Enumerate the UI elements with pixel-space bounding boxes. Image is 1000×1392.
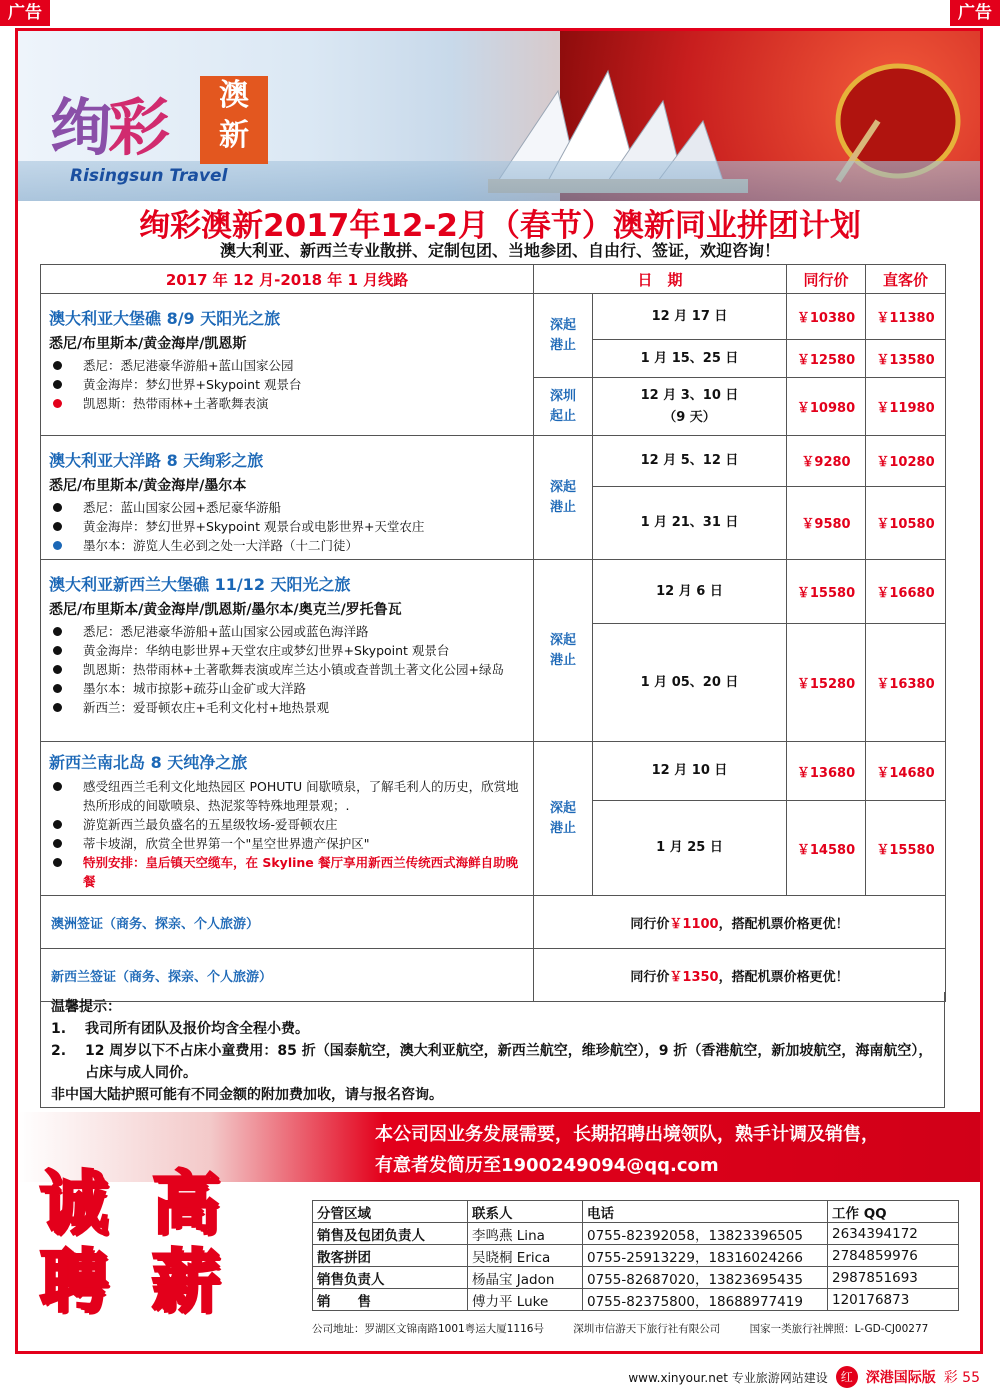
- bullet-icon: [53, 782, 62, 791]
- list-item: 墨尔本：游览人生必到之处一大洋路（十二门徒）: [49, 536, 525, 555]
- departure-label: 深圳起止: [534, 378, 593, 436]
- contact-cell: 傅力平 Luke: [468, 1289, 583, 1311]
- header-contact: 联系人: [468, 1201, 583, 1223]
- route-description: [41, 294, 534, 436]
- region-cell: 销售负责人: [313, 1267, 468, 1289]
- bullet-icon: [53, 361, 62, 370]
- bullet-icon: [53, 820, 62, 829]
- visa-name: 新西兰签证（商务、探亲、个人旅游）: [41, 949, 534, 1002]
- bullet-icon: [53, 684, 62, 693]
- phone-cell: 0755-82687020，13823695435: [583, 1267, 828, 1289]
- list-item: 黄金海岸：梦幻世界+Skypoint 观景台或电影世界+天堂农庄: [49, 517, 525, 536]
- brand-logo: [50, 78, 270, 188]
- ad-label-right: 广告: [950, 0, 1000, 26]
- red-circle-icon: 红: [836, 1366, 858, 1388]
- qq-cell: 2634394172: [828, 1223, 959, 1245]
- list-item: 墨尔本：城市掠影+疏芬山金矿或大洋路: [49, 679, 525, 698]
- date-cell: 1 月 15、25 日: [593, 340, 787, 378]
- peer-price-cell: ￥15280: [787, 624, 866, 742]
- route-description: [41, 436, 534, 560]
- bullet-icon: [53, 399, 62, 408]
- direct-price-cell: ￥11980: [866, 378, 946, 436]
- route-description: [41, 742, 534, 896]
- route-title: 澳大利亚大堡礁 8/9 天阳光之旅: [49, 309, 281, 328]
- region-cell: 散客拼团: [313, 1245, 468, 1267]
- route-cities: 悉尼/布里斯本/黄金海岸/凯恩斯/墨尔本/奥克兰/罗托鲁瓦: [49, 602, 402, 618]
- list-item: 凯恩斯：热带雨林+土著歌舞表演: [49, 394, 525, 413]
- bullet-icon: [53, 522, 62, 531]
- table-header: [41, 265, 946, 294]
- contact-header: [313, 1201, 959, 1223]
- visa-price: 同行价￥1100，搭配机票价格更优！: [534, 896, 946, 949]
- peer-price-cell: ￥9280: [787, 436, 866, 487]
- list-item-highlight: 特别安排：皇后镇天空缆车，在 Skyline 餐厅享用新西兰传统西式海鲜自助晚餐: [49, 853, 525, 891]
- qq-cell: 2784859976: [828, 1245, 959, 1267]
- table-row: [41, 896, 946, 949]
- peer-price-cell: ￥15580: [787, 560, 866, 624]
- slogan-char: 诚: [40, 1164, 109, 1244]
- region-cell: 销 售: [313, 1289, 468, 1311]
- route-title: 新西兰南北岛 8 天纯净之旅: [49, 753, 248, 772]
- qq-cell: 120176873: [828, 1289, 959, 1311]
- date-cell: 12 月 5、12 日: [593, 436, 787, 487]
- list-item: 凯恩斯：热带雨林+土著歌舞表演或库兰达小镇或查普凯土著文化公园+绿岛: [49, 660, 525, 679]
- table-row: [41, 436, 946, 487]
- peer-price-cell: ￥13680: [787, 742, 866, 801]
- header-qq: 工作 QQ: [828, 1201, 959, 1223]
- visa-name: 澳洲签证（商务、探亲、个人旅游）: [41, 896, 534, 949]
- list-item: 游览新西兰最负盛名的五星级牧场-爱哥顿农庄: [49, 815, 525, 834]
- page-number: 彩 55: [943, 1370, 980, 1386]
- footer-site: www.xinyour.net 专业旅游网站建设: [628, 1370, 828, 1385]
- qq-cell: 2987851693: [828, 1267, 959, 1289]
- route-title: 澳大利亚新西兰大堡礁 11/12 天阳光之旅: [49, 575, 351, 594]
- header-region: 分管区域: [313, 1201, 468, 1223]
- contact-cell: 李鸣燕 Lina: [468, 1223, 583, 1245]
- date-cell: 12 月 10 日: [593, 742, 787, 801]
- page-subtitle: 澳大利亚、新西兰专业散拼、定制包团、当地参团、自由行、签证，欢迎咨询！: [219, 241, 780, 260]
- direct-price-cell: ￥10580: [866, 486, 946, 559]
- table-row: [313, 1267, 959, 1289]
- bullet-icon: [53, 646, 62, 655]
- peer-price-cell: ￥10380: [787, 294, 866, 340]
- header-direct-price: 直客价: [866, 265, 946, 294]
- slogan-char: 聘: [40, 1242, 109, 1322]
- route-cities: 悉尼/布里斯本/黄金海岸/墨尔本: [49, 478, 247, 494]
- phone-cell: 0755-82392058，13823396505: [583, 1223, 828, 1245]
- header-date: 日 期: [534, 265, 787, 294]
- departure-label: 深起港止: [534, 560, 593, 742]
- direct-price-cell: ￥16680: [866, 560, 946, 624]
- date-cell: 12 月 17 日: [593, 294, 787, 340]
- bullet-icon: [53, 703, 62, 712]
- header-peer-price: 同行价: [787, 265, 866, 294]
- date-cell: 12 月 6 日: [593, 560, 787, 624]
- bullet-icon: [53, 665, 62, 674]
- contact-table: [312, 1200, 959, 1311]
- visa-price: 同行价￥1350，搭配机票价格更优！: [534, 949, 946, 1002]
- address-text: 公司地址：罗湖区文锦南路1001粤运大厦1116号: [312, 1323, 544, 1335]
- logo-char-1: 绚: [50, 91, 109, 164]
- itinerary-table: [40, 264, 946, 1002]
- direct-price-cell: ￥10280: [866, 436, 946, 487]
- contact-cell: 吴晓桐 Erica: [468, 1245, 583, 1267]
- bullet-icon: [53, 858, 62, 867]
- list-item: 悉尼：悉尼港豪华游船+蓝山国家公园或蓝色海洋路: [49, 622, 525, 641]
- departure-label: 深起港止: [534, 294, 593, 378]
- phone-cell: 0755-82375800，18688977419: [583, 1289, 828, 1311]
- route-cities: 悉尼/布里斯本/黄金海岸/凯恩斯: [49, 336, 247, 352]
- table-row: [313, 1289, 959, 1311]
- recruit-slogan: [40, 1150, 300, 1322]
- table-row: [313, 1245, 959, 1267]
- list-item: 悉尼：悉尼港豪华游船+蓝山国家公园: [49, 356, 525, 375]
- header-phone: 电话: [583, 1201, 828, 1223]
- route-title: 澳大利亚大洋路 8 天绚彩之旅: [49, 451, 264, 470]
- logo-box: 澳新: [200, 76, 268, 164]
- list-item: 黄金海岸：梦幻世界+Skypoint 观景台: [49, 375, 525, 394]
- direct-price-cell: ￥13580: [866, 340, 946, 378]
- departure-label: 深起港止: [534, 742, 593, 896]
- table-row: [41, 560, 946, 624]
- bullet-icon: [53, 380, 62, 389]
- slogan-char: 薪: [152, 1242, 221, 1322]
- bullet-icon: [53, 839, 62, 848]
- date-cell: 1 月 25 日: [593, 801, 787, 896]
- peer-price-cell: ￥12580: [787, 340, 866, 378]
- date-cell: 12 月 3、10 日 （9 天）: [593, 378, 787, 436]
- bullet-icon: [53, 627, 62, 636]
- company-name: 深圳市信游天下旅行社有限公司: [573, 1323, 721, 1335]
- route-description: [41, 560, 534, 742]
- table-row: [41, 294, 946, 340]
- table-row: [313, 1223, 959, 1245]
- ad-label-left: 广告: [0, 0, 50, 26]
- peer-price-cell: ￥9580: [787, 486, 866, 559]
- date-cell: 1 月 21、31 日: [593, 486, 787, 559]
- direct-price-cell: ￥16380: [866, 624, 946, 742]
- list-item: 悉尼：蓝山国家公园+悉尼豪华游船: [49, 498, 525, 517]
- tip-last: 非中国大陆护照可能有不同金额的附加费加收，请与报名咨询。: [51, 1087, 443, 1103]
- list-item: 黄金海岸：华纳电影世界+天堂农庄或梦幻世界+Skypoint 观景台: [49, 641, 525, 660]
- logo-char-2: 彩: [108, 91, 167, 164]
- departure-label: 深起港止: [534, 436, 593, 560]
- recruit-text-1: 本公司因业务发展需要，长期招聘出境领队，熟手计调及销售，: [375, 1124, 879, 1145]
- recruit-text-2: 有意者发简历至1900249094@qq.com: [375, 1155, 719, 1176]
- list-item: 新西兰：爱哥顿农庄+毛利文化村+地热景观: [49, 698, 525, 717]
- bullet-icon: [53, 541, 62, 550]
- list-item: 蒂卡坡湖，欣赏全世界第一个"星空世界遗产保护区": [49, 834, 525, 853]
- slogan-char: 高: [152, 1164, 221, 1244]
- phone-cell: 0755-25913229，18316024266: [583, 1245, 828, 1267]
- tip-line: 2. 12 周岁以下不占床小童费用：85 折（国泰航空，澳大利亚航空，新西兰航空，维珍航空），9 折（香港航空，新加坡航空，海南航空），占床与成人同价。: [51, 1043, 933, 1081]
- direct-price-cell: ￥11380: [866, 294, 946, 340]
- tips-title: 温馨提示：: [51, 999, 121, 1015]
- license-text: 国家一类旅行社牌照：L-GD-CJ00277: [749, 1323, 929, 1335]
- region-cell: 销售及包团负责人: [313, 1223, 468, 1245]
- direct-price-cell: ￥15580: [866, 801, 946, 896]
- logo-english: Risingsun Travel: [70, 166, 228, 186]
- list-item: 感受纽西兰毛利文化地热园区 POHUTU 间歇喷泉，了解毛利人的历史，欣赏地热所形成的间歇喷泉、热泥浆等特殊地理景观；.: [49, 777, 525, 815]
- page-title: 绚彩澳新2017年12-2月（春节）澳新同业拼团计划: [139, 208, 861, 244]
- peer-price-cell: ￥14580: [787, 801, 866, 896]
- direct-price-cell: ￥14680: [866, 742, 946, 801]
- page-footer: [628, 1366, 980, 1388]
- contact-cell: 杨晶宝 Jadon: [468, 1267, 583, 1289]
- date-cell: 1 月 05、20 日: [593, 624, 787, 742]
- header-routes: 2017 年 12 月-2018 年 1 月线路: [41, 265, 534, 294]
- table-row: [41, 742, 946, 801]
- footer-edition: 深港国际版: [865, 1370, 936, 1386]
- tips-box: [40, 992, 945, 1108]
- tip-line: 1. 我司所有团队及报价均含全程小费。: [51, 1021, 309, 1037]
- peer-price-cell: ￥10980: [787, 378, 866, 436]
- bullet-icon: [53, 503, 62, 512]
- company-address: [312, 1321, 958, 1336]
